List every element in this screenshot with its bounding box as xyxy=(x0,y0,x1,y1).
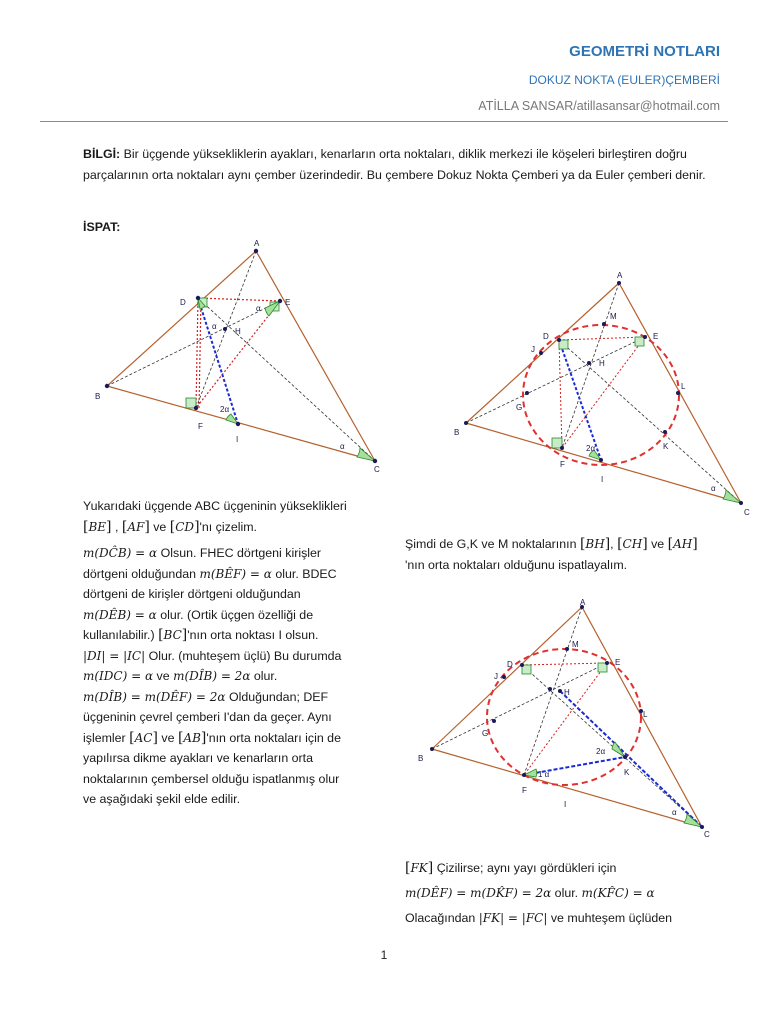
label-alpha-e: α xyxy=(256,304,261,313)
label-h-3: H xyxy=(564,688,570,697)
line-14: noktalarının çembersel olduğu ispatlanmış olur xyxy=(83,771,340,786)
label-l-3: L xyxy=(643,710,648,719)
label-a: A xyxy=(254,239,260,248)
label-a-3: A xyxy=(580,598,586,607)
angle-marks-2 xyxy=(589,450,741,503)
segment-di xyxy=(198,298,238,424)
info-paragraph xyxy=(83,144,723,185)
info-label: BİLGİ: xyxy=(83,147,121,161)
label-e-2: E xyxy=(653,332,659,341)
line-9: m(IDC) = α ve m(DÎB) = 2α olur. xyxy=(83,669,278,683)
document-title: GEOMETRİ NOTLARI xyxy=(569,43,720,60)
triangle-abc-3 xyxy=(432,607,702,827)
label-b-3: B xyxy=(418,754,424,763)
label-d-2: D xyxy=(543,332,549,341)
label-1alpha-3: 1 α xyxy=(538,770,550,779)
line-13: yapılırsa dikme ayakları ve kenarların orta xyxy=(83,751,314,765)
triangle-abc xyxy=(107,251,375,461)
segment-fk-kc xyxy=(524,691,702,827)
label-f-2: F xyxy=(560,460,565,469)
right-angle-marks xyxy=(186,298,279,408)
label-h: H xyxy=(235,327,241,336)
label-alpha-c-2: α xyxy=(711,484,716,493)
left-text xyxy=(83,496,383,810)
line-8: |DI| = |IC| Olur. (muhteşem üçlü) Bu durumda xyxy=(83,648,342,663)
label-m-2: M xyxy=(610,312,617,321)
right-text-1 xyxy=(405,534,735,575)
orthic-lines-3 xyxy=(522,663,607,775)
label-g-3: G xyxy=(482,729,489,738)
label-l-2: L xyxy=(681,382,686,391)
figure-1 xyxy=(80,236,400,486)
line-1: Yukarıdaki üçgende ABC üçgeninin yükseklikleri xyxy=(83,499,347,513)
label-e: E xyxy=(285,298,291,307)
altitudes-3 xyxy=(432,607,702,827)
header-rule xyxy=(40,121,728,122)
line-6: m(DÊB) = α olur. (Ortik üçgen özelliği de xyxy=(83,607,314,622)
label-2alpha: 2α xyxy=(220,405,230,414)
label-k-3: K xyxy=(624,768,630,777)
author-line: ATİLLA SANSAR/atillasansar@hotmail.com xyxy=(478,99,720,113)
orthic-lines-2 xyxy=(559,337,645,448)
line-2: [BE] , [AF] ve [CD]'nı çizelim. xyxy=(83,518,257,535)
line-7: kullanılabilir.) [BC]'nın orta noktası I olsun. xyxy=(83,627,319,643)
line-15: ve aşağıdaki şekil elde edilir. xyxy=(83,792,241,806)
label-i-3: I xyxy=(564,800,567,809)
document-subtitle: DOKUZ NOKTA (EULER)ÇEMBERİ xyxy=(528,73,720,87)
right-line-4: m(DÊF) = m(DK̂F) = 2α olur. m(KF̂C) = α xyxy=(405,886,655,900)
page-number: 1 xyxy=(380,948,388,962)
label-m-3: M xyxy=(572,640,579,649)
right-line-3: [FK] Çizilirse; aynı yayı gördükleri için xyxy=(405,860,617,876)
label-d-3: D xyxy=(507,660,513,669)
label-c-3: C xyxy=(704,830,710,839)
line-10: m(DÎB) = m(DÊF) = 2α Olduğundan; DEF xyxy=(83,689,329,704)
right-line-5: Olacağından |FK| = |FC| ve muhteşem üçlüden xyxy=(405,911,673,925)
right-angle-marks-2 xyxy=(552,337,644,448)
nine-point-circle-3 xyxy=(487,649,641,785)
nine-point-circle xyxy=(523,325,679,465)
label-b: B xyxy=(95,392,101,401)
label-e-3: E xyxy=(615,658,621,667)
label-alpha-c: α xyxy=(340,442,345,451)
info-text: Bir üçgende yüksekliklerin ayakları, kenarların orta noktaları, diklik merkezi ile köşeleri birleştiren doğru parçalarının orta noktaları aynı çember üzerindedir. Bu çembere Dokuz Nokta Çemberi ya da Euler çemberi denir. xyxy=(83,147,706,182)
label-k-2: K xyxy=(663,442,669,451)
figure-2 xyxy=(446,265,764,515)
line-12: işlemler [AC] ve [AB]'nın orta noktaları için de xyxy=(83,729,341,746)
label-j-3: J xyxy=(494,672,498,681)
right-line-1: Şimdi de G,K ve M noktalarının [BH], [CH] ve [AH] xyxy=(405,536,698,552)
vertices xyxy=(105,249,377,463)
label-h-2: H xyxy=(599,359,605,368)
label-alpha-c-3: α xyxy=(672,808,677,817)
label-alpha-d: α xyxy=(212,322,217,331)
right-line-2: 'nın orta noktaları olduğunu ispatlayalım. xyxy=(405,557,628,572)
label-a-2: A xyxy=(617,271,623,280)
line-5: dörtgeni de kirişler dörtgeni olduğundan xyxy=(83,587,301,601)
figure-3 xyxy=(412,597,722,842)
label-c: C xyxy=(374,465,380,474)
points-3 xyxy=(430,605,704,829)
label-b-2: B xyxy=(454,428,460,437)
label-c-2: C xyxy=(744,508,750,515)
label-2alpha-2: 2α xyxy=(586,444,596,453)
line-3: m(DĈB) = α Olsun. FHEC dörtgeni kirişler xyxy=(83,546,322,560)
right-text-2 xyxy=(405,856,735,931)
label-i: I xyxy=(236,435,239,444)
line-11: üçgeninin çevrel çemberi I'dan da geçer. Aynı xyxy=(83,710,332,724)
line-4: dörtgeni olduğundan m(BÊF) = α olur. BDEC xyxy=(83,566,337,581)
label-i-2: I xyxy=(601,475,604,484)
label-f: F xyxy=(198,422,203,431)
altitudes xyxy=(107,251,375,461)
label-2alpha-3: 2α xyxy=(596,747,606,756)
segment-di-2 xyxy=(559,340,601,460)
label-d: D xyxy=(180,298,186,307)
proof-label: İSPAT: xyxy=(83,220,121,234)
label-j-2: J xyxy=(531,345,535,354)
label-f-3: F xyxy=(522,786,527,795)
label-g-2: G xyxy=(516,403,523,412)
